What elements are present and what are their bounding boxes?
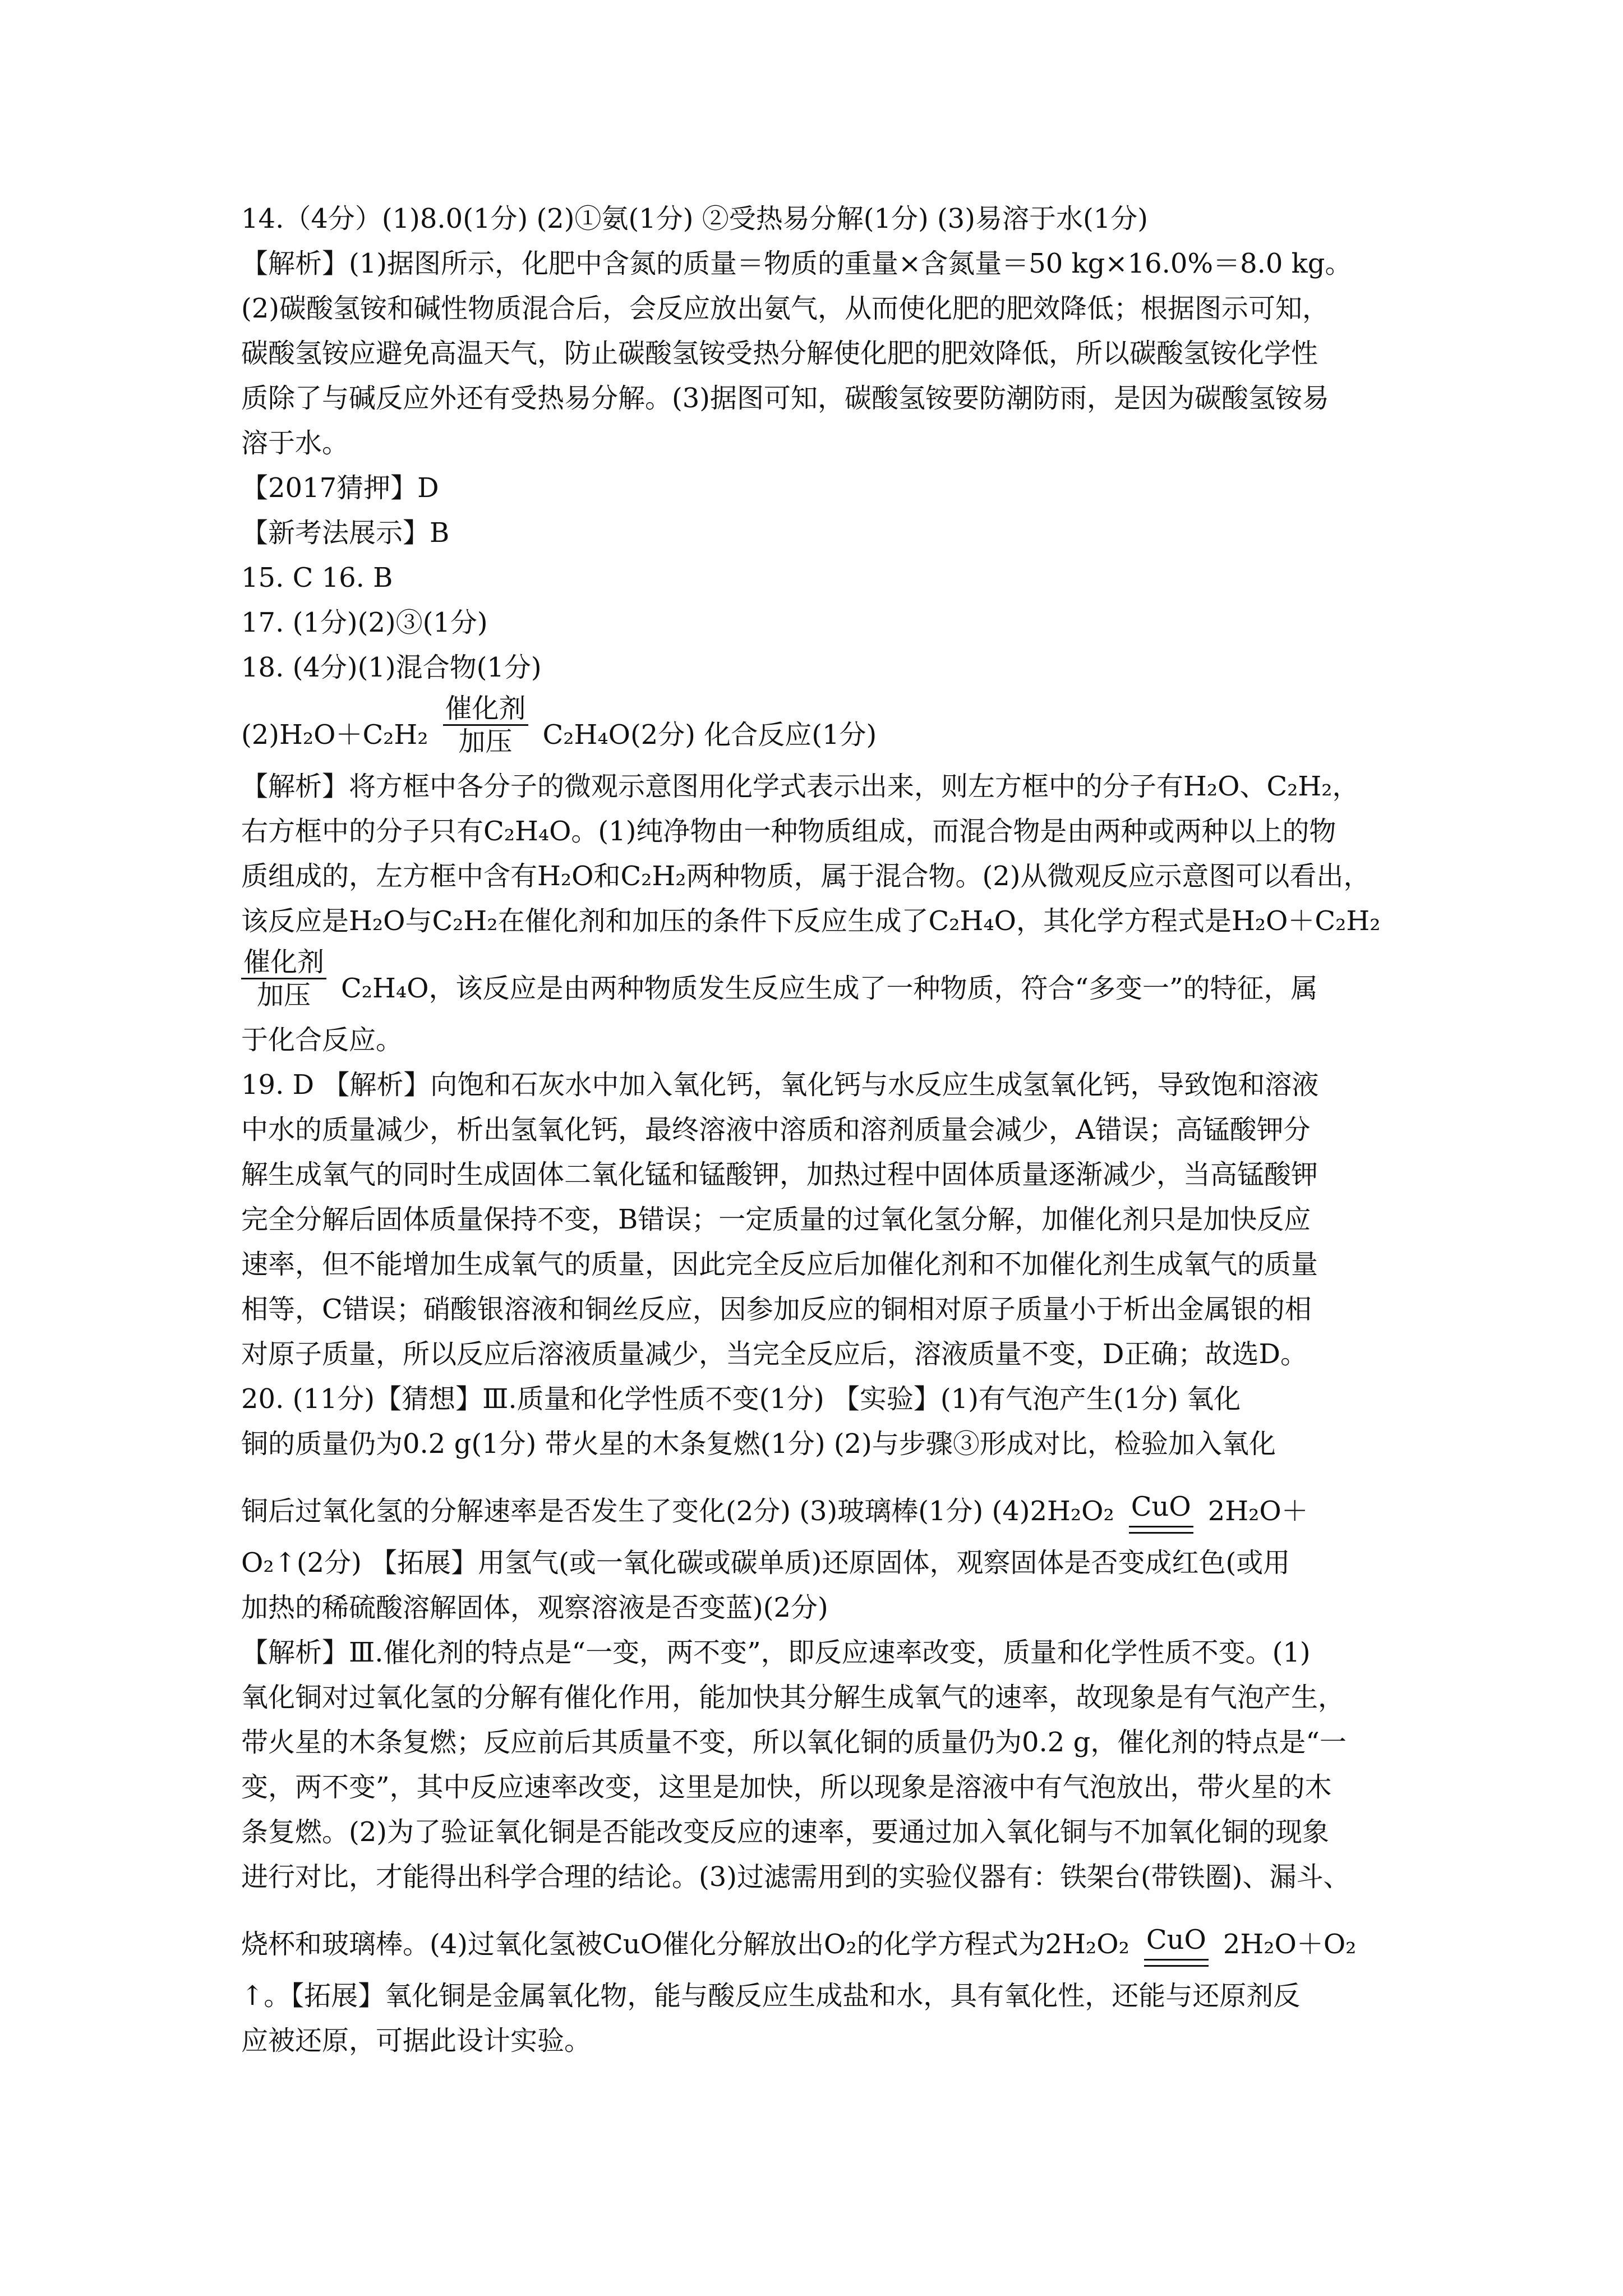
q20-l3-cuo: CuO	[1131, 1491, 1191, 1522]
q20-analysis-2: 氧化铜对过氧化氢的分解有催化作用，能加快其分解生成氧气的速率，故现象是有气泡产生，	[241, 1682, 1345, 1713]
q20-line-2: 铜的质量仍为0.2 g(1分) 带火星的木条复燃(1分) (2)与步骤③形成对比，检验加入氧化	[241, 1428, 1276, 1460]
q20-a7-right: 2H₂O＋O₂	[1223, 1929, 1357, 1960]
q18-eq-catalyst: 催化剂	[445, 693, 526, 724]
q18-analysis-6: 于化合反应。	[241, 1024, 403, 1056]
q19-line-4: 完全分解后固体质量保持不变，B错误；一定质量的过氧化氢分解，加催化剂只是加快反应	[241, 1204, 1311, 1235]
q20-line-1: 20. (11分)【猜想】Ⅲ.质量和化学性质不变(1分) 【实验】(1)有气泡产生(1分) 氧化	[241, 1383, 1241, 1415]
q20-l3-bar-2	[1129, 1532, 1193, 1534]
q20-l3-condition	[1129, 1491, 1193, 1534]
q18-eq-right: C₂H₄O(2分) 化合反应(1分)	[542, 719, 877, 751]
q20-analysis-3: 带火星的木条复燃；反应前后其质量不变，所以氧化铜的质量仍为0.2 g，催化剂的特点是“一	[241, 1727, 1347, 1758]
q14-line-5: 质除了与碱反应外还有受热易分解。(3)据图可知，碳酸氢铵要防潮防雨，是因为碳酸氢铵易	[241, 383, 1329, 414]
q19-line-6: 相等，C错误；硝酸银溶液和铜丝反应，因参加反应的铜相对原子质量小于析出金属银的相	[241, 1294, 1312, 1325]
q14-line-1: 14.（4分）(1)8.0(1分) (2)①氨(1分) ②受热易分解(1分) (3)易溶于水(1分)	[241, 203, 1148, 234]
q20-line-4: O₂↑(2分) 【拓展】用氢气(或一氧化碳或碳单质)还原固体，观察固体是否变成红色(或用	[241, 1547, 1290, 1579]
q18-analysis-2: 右方框中的分子只有C₂H₄O。(1)纯净物由一种物质组成，而混合物是由两种或两种以上的物	[241, 816, 1336, 847]
q19-line-3: 解生成氧气的同时生成固体二氧化锰和锰酸钾，加热过程中固体质量逐渐减少，当高锰酸钾	[241, 1159, 1318, 1190]
q20-line-3	[241, 1466, 1385, 1540]
q18-a5-pressure: 加压	[257, 979, 311, 1011]
q20-a7-left: 烧杯和玻璃棒。(4)过氧化氢被CuO催化分解放出O₂的化学方程式为2H₂O₂	[241, 1929, 1129, 1960]
q20-l3-right: 2H₂O＋	[1207, 1496, 1308, 1527]
q18-line-1: 18. (4分)(1)混合物(1分)	[241, 652, 542, 683]
q19-line-7: 对原子质量，所以反应后溶液质量减少，当完全反应后，溶液质量不变，D正确；故选D。	[241, 1338, 1307, 1370]
q20-line-5: 加热的稀硫酸溶解固体，观察溶液是否变蓝)(2分)	[241, 1592, 828, 1623]
q20-a7-bar-2	[1144, 1965, 1209, 1967]
q20-analysis-6: 进行对比，才能得出科学合理的结论。(3)过滤需用到的实验仪器有：铁架台(带铁圈)、漏斗、	[241, 1861, 1350, 1893]
q20-a7-bar-1	[1144, 1959, 1209, 1961]
q20-analysis-5: 条复燃。(2)为了验证氧化铜是否能改变反应的速率，要通过加入氧化铜与不加氧化铜的现象	[241, 1816, 1329, 1848]
q18-eq-condition	[443, 693, 528, 757]
q18-a5-right: C₂H₄O，该反应是由两种物质发生反应生成了一种物质，符合“多变一”的特征，属	[341, 973, 1318, 1004]
q18-eq-pressure: 加压	[458, 726, 513, 757]
answer-content	[241, 196, 1385, 2063]
q18-equation	[241, 690, 1385, 764]
q18-analysis-3: 质组成的，左方框中含有H₂O和C₂H₂两种物质，属于混合物。(2)从微观反应示意图可以看出，	[241, 861, 1371, 892]
q14-line-3: (2)碳酸氢铵和碱性物质混合后，会反应放出氨气，从而使化肥的肥效降低；根据图示可知，	[241, 293, 1329, 324]
q14-line-2: 【解析】(1)据图所示，化肥中含氮的质量＝物质的重量×含氮量＝50 kg×16.0%＝8.0 kg。	[241, 248, 1352, 279]
q20-l3-left: 铜后过氧化氢的分解速率是否发生了变化(2分) (3)玻璃棒(1分) (4)2H₂O₂	[241, 1496, 1114, 1527]
q20-analysis-9: 应被还原，可据此设计实验。	[241, 2025, 592, 2056]
q20-a7-condition	[1144, 1924, 1209, 1967]
q20-analysis-1: 【解析】Ⅲ.催化剂的特点是“一变，两不变”，即反应速率改变，质量和化学性质不变。(1)	[241, 1637, 1311, 1668]
q20-analysis-7	[241, 1899, 1385, 1973]
q20-analysis-8: ↑。【拓展】氧化铜是金属氧化物，能与酸反应生成盐和水，具有氧化性，还能与还原剂反	[241, 1980, 1301, 2012]
new-exam-method: 【新考法展示】B	[241, 517, 450, 549]
q20-analysis-4: 变，两不变”，其中反应速率改变，这里是加快，所以现象是溶液中有气泡放出，带火星的木	[241, 1772, 1332, 1803]
guess-2017: 【2017猜押】D	[241, 472, 439, 504]
q18-analysis-1: 【解析】将方框中各分子的微观示意图用化学式表示出来，则左方框中的分子有H₂O、C₂H₂，	[241, 771, 1359, 802]
q14-line-6: 溶于水。	[241, 427, 349, 459]
q19-line-5: 速率，但不能增加生成氧气的质量，因此完全反应后加催化剂和不加催化剂生成氧气的质量	[241, 1249, 1318, 1280]
q20-l3-bar-1	[1129, 1526, 1193, 1527]
q20-a7-cuo: CuO	[1146, 1924, 1206, 1955]
q15-16: 15. C 16. B	[241, 562, 393, 593]
q18-eq-left: (2)H₂O＋C₂H₂	[241, 719, 428, 751]
q19-line-2: 中水的质量减少，析出氢氧化钙，最终溶液中溶质和溶剂质量会减少，A错误；高锰酸钾分	[241, 1114, 1311, 1145]
q18-a5-condition	[241, 946, 326, 1011]
q14-line-4: 碳酸氢铵应避免高温天气，防止碳酸氢铵受热分解使化肥的肥效降低，所以碳酸氢铵化学性	[241, 338, 1318, 369]
q17: 17. (1分)(2)③(1分)	[241, 607, 488, 638]
q18-analysis-5	[241, 944, 1385, 1018]
q19-line-1: 19. D 【解析】向饱和石灰水中加入氧化钙，氧化钙与水反应生成氢氧化钙，导致饱和溶液	[241, 1069, 1319, 1101]
q18-analysis-4: 该反应是H₂O与C₂H₂在催化剂和加压的条件下反应生成了C₂H₄O，其化学方程式是H₂O＋C₂H₂	[241, 905, 1381, 937]
q18-a5-catalyst: 催化剂	[243, 946, 325, 978]
